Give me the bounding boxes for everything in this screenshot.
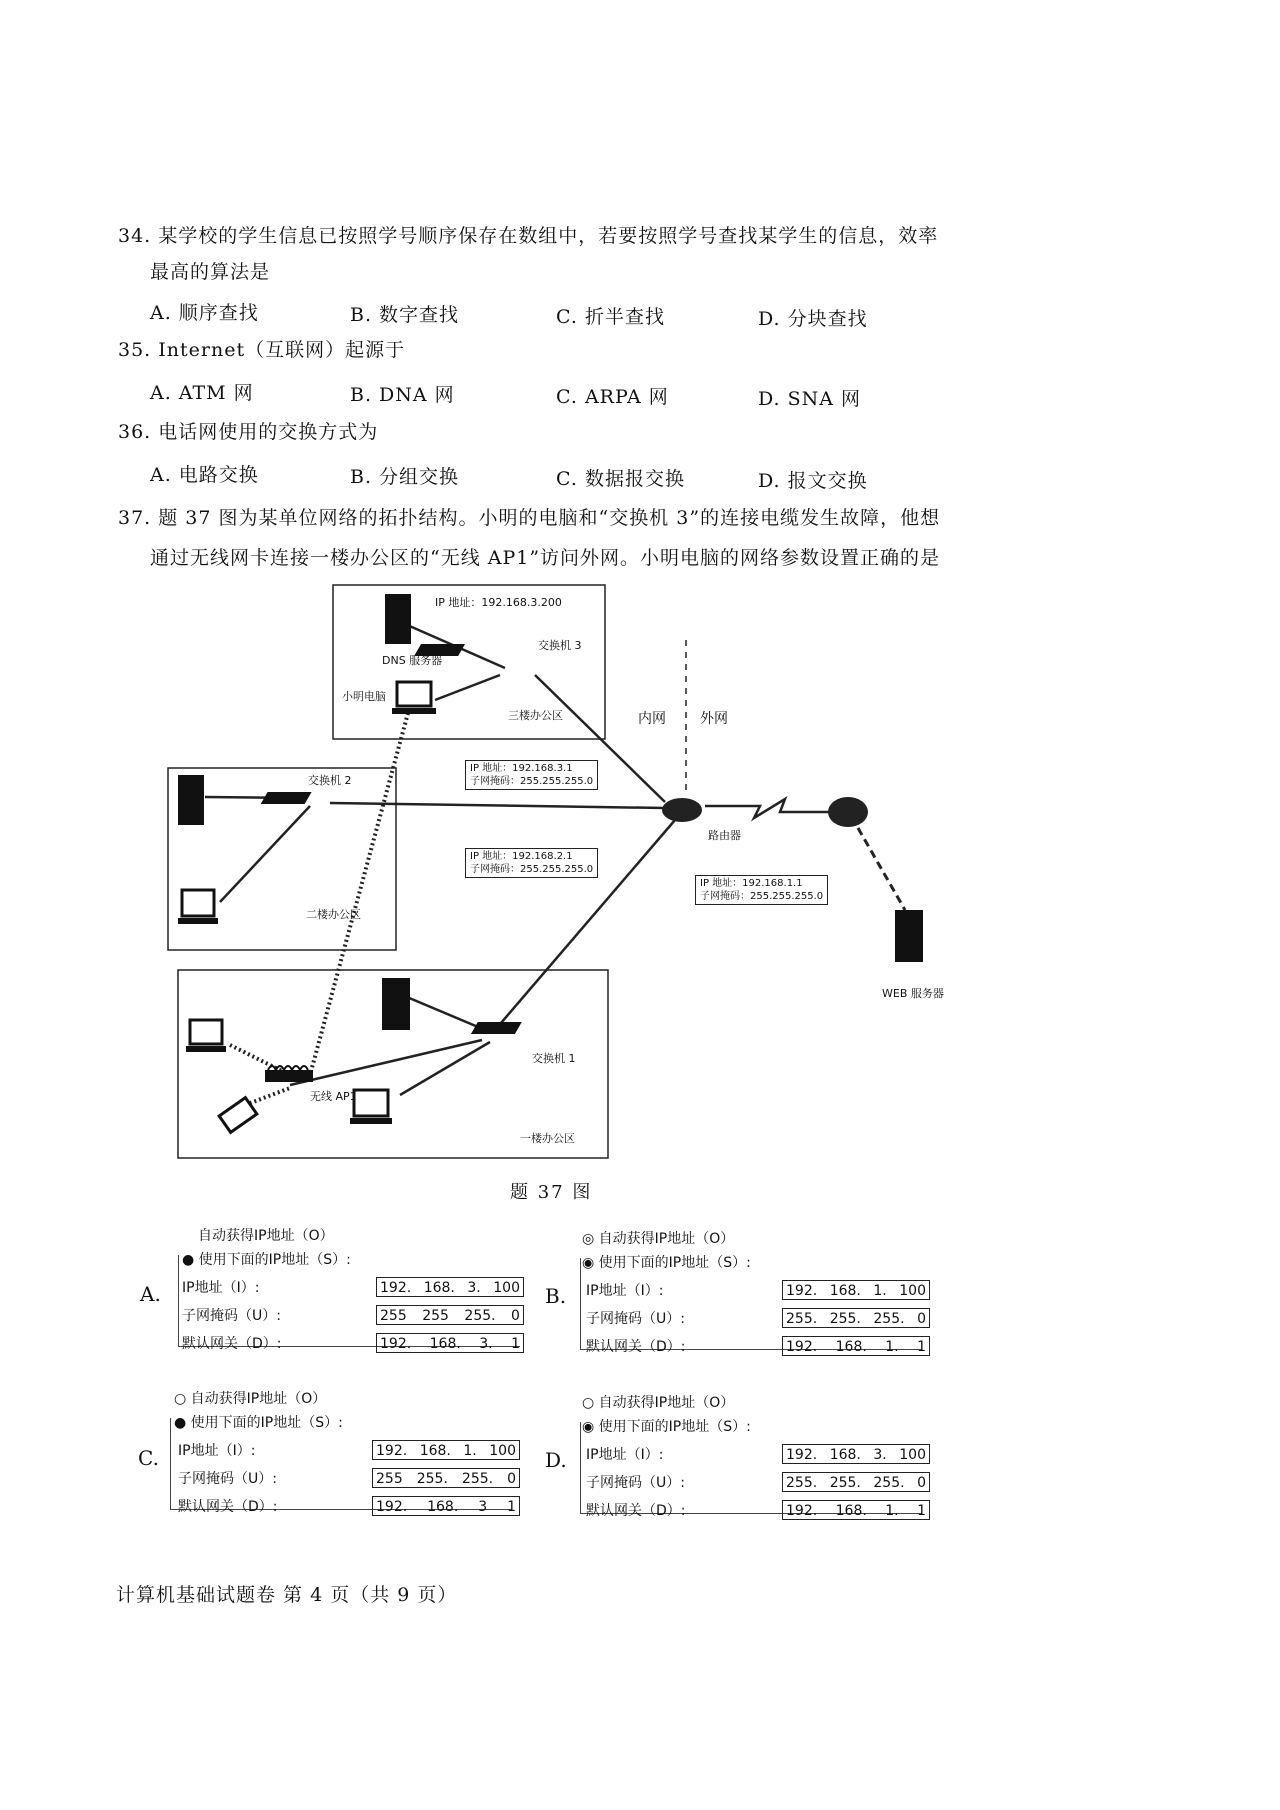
figure-caption: 题 37 图	[510, 1182, 593, 1203]
option-d-letter: D.	[545, 1448, 567, 1472]
router-mask-2: 子网掩码：255.255.255.0	[470, 864, 594, 875]
switch1-label: 交换机 1	[532, 1052, 576, 1065]
auto-ip-radio-label: ◎ 自动获得IP地址（O）	[582, 1231, 735, 1247]
router-ip-2: IP 地址：192.168.2.1	[470, 851, 573, 862]
option-a-letter: A.	[140, 1282, 161, 1306]
xiaoming-pc-icon	[397, 682, 431, 706]
q34-line1: 34. 某学校的学生信息已按照学号顺序保存在数组中，若要按照学号查找某学生的信息，效率	[118, 225, 939, 247]
option-b-panel	[570, 1228, 926, 1355]
gateway-field: 192. 168. 3 1	[372, 1496, 520, 1516]
gateway-label: 默认网关（D）:	[586, 1339, 686, 1355]
router-label: 路由器	[708, 829, 741, 842]
ip-field: 192. 168. 1. 100	[372, 1440, 520, 1460]
q36-line1: 36. 电话网使用的交换方式为	[118, 421, 379, 443]
ip-label: IP地址（I）:	[586, 1283, 664, 1299]
floor1-pc-icon	[190, 1020, 222, 1044]
manual-ip-radio-label: ◉ 使用下面的IP地址（S）:	[582, 1419, 751, 1435]
q35-option-b: B. DNA 网	[350, 384, 455, 406]
q34-line2: 最高的算法是	[150, 261, 271, 283]
q34-option-b: B. 数字查找	[350, 304, 460, 326]
floor2-server-icon	[178, 775, 204, 825]
floor1-server-icon	[382, 978, 410, 1030]
web-server-label: WEB 服务器	[882, 987, 944, 1000]
mask-label: 子网掩码（U）:	[586, 1311, 685, 1327]
dns-server-icon	[385, 594, 411, 644]
manual-ip-radio-label: ● 使用下面的IP地址（S）:	[174, 1415, 343, 1431]
internet-router-icon	[828, 797, 868, 827]
option-c-panel	[160, 1388, 516, 1515]
xiaoming-pc-label: 小明电脑	[342, 690, 386, 703]
floor1-pc2-icon	[354, 1090, 388, 1116]
router-mask-3: 子网掩码：255.255.255.0	[470, 776, 594, 787]
ip-label: IP地址（I）:	[182, 1280, 260, 1296]
switch3-label: 交换机 3	[538, 639, 582, 652]
switch1-icon	[471, 1022, 522, 1034]
gateway-field: 192. 168. 3. 1	[376, 1333, 524, 1353]
router-mask-1: 子网掩码：255.255.255.0	[700, 891, 824, 902]
q37-line2: 通过无线网卡连接一楼办公区的“无线 AP1”访问外网。小明电脑的网络参数设置正确的是	[150, 547, 941, 569]
router-ip-box-3	[465, 760, 598, 790]
q36-option-c: C. 数据报交换	[556, 468, 685, 490]
gateway-label: 默认网关（D）:	[586, 1503, 686, 1519]
q35-option-d: D. SNA 网	[758, 388, 862, 410]
floor3-area-label: 三楼办公区	[508, 709, 563, 722]
mask-field: 255 255 255. 0	[376, 1305, 524, 1325]
outer-network-label: 外网	[700, 711, 728, 727]
dns-ip-label: IP 地址：192.168.3.200	[435, 596, 562, 609]
router-ip-3: IP 地址：192.168.3.1	[470, 763, 573, 774]
option-d-panel	[570, 1392, 926, 1519]
auto-ip-radio-label: ○ 自动获得IP地址（O）	[174, 1391, 327, 1407]
gateway-label: 默认网关（D）:	[178, 1499, 278, 1515]
gateway-field: 192. 168. 1. 1	[782, 1336, 930, 1356]
manual-ip-radio-label: ◉ 使用下面的IP地址（S）:	[582, 1255, 751, 1271]
option-a-panel	[168, 1225, 520, 1352]
ip-label: IP地址（I）:	[586, 1447, 664, 1463]
q36-option-a: A. 电路交换	[150, 464, 259, 486]
q36-option-d: D. 报文交换	[758, 470, 868, 492]
ip-field: 192. 168. 1. 100	[782, 1280, 930, 1300]
network-topology-diagram	[160, 580, 960, 1170]
switch2-icon	[261, 792, 312, 804]
web-server-icon	[895, 910, 923, 962]
ip-label: IP地址（I）:	[178, 1443, 256, 1459]
auto-ip-radio-label: 自动获得IP地址（O）	[198, 1228, 334, 1244]
q35-option-a: A. ATM 网	[150, 382, 254, 404]
floor1-area-label: 一楼办公区	[520, 1132, 575, 1145]
mask-field: 255. 255. 255. 0	[782, 1472, 930, 1492]
ip-field: 192. 168. 3. 100	[782, 1444, 930, 1464]
router-ip-1: IP 地址：192.168.1.1	[700, 878, 803, 889]
q34-option-d: D. 分块查找	[758, 308, 868, 330]
wireless-ap-label: 无线 AP1	[310, 1090, 357, 1103]
switch2-label: 交换机 2	[308, 774, 352, 787]
option-c-letter: C.	[138, 1446, 159, 1470]
inner-network-label: 内网	[638, 711, 666, 727]
wireless-ap-icon	[265, 1070, 313, 1082]
router-ip-box-1	[695, 875, 828, 905]
mask-label: 子网掩码（U）:	[182, 1308, 281, 1324]
auto-ip-radio-label: ○ 自动获得IP地址（O）	[582, 1395, 735, 1411]
option-b-letter: B.	[545, 1284, 567, 1308]
q37-line1: 37. 题 37 图为某单位网络的拓扑结构。小明的电脑和“交换机 3”的连接电缆发生故障，他想	[118, 507, 941, 529]
gateway-field: 192. 168. 1. 1	[782, 1500, 930, 1520]
mask-field: 255 255. 255. 0	[372, 1468, 520, 1488]
mask-label: 子网掩码（U）:	[178, 1471, 277, 1487]
q35-line1: 35. Internet（互联网）起源于	[118, 339, 406, 361]
router-ip-box-2	[465, 848, 598, 878]
dns-server-label: DNS 服务器	[382, 654, 443, 667]
page-footer: 计算机基础试题卷 第 4 页（共 9 页）	[116, 1584, 458, 1606]
router-icon	[662, 798, 702, 822]
manual-ip-radio-label: ● 使用下面的IP地址（S）:	[182, 1252, 351, 1268]
mask-label: 子网掩码（U）:	[586, 1475, 685, 1491]
q34-option-c: C. 折半查找	[556, 306, 665, 328]
gateway-label: 默认网关（D）:	[182, 1336, 282, 1352]
q34-option-a: A. 顺序查找	[150, 302, 259, 324]
q36-option-b: B. 分组交换	[350, 466, 460, 488]
ip-field: 192. 168. 3. 100	[376, 1277, 524, 1297]
floor2-area-label: 二楼办公区	[306, 908, 361, 921]
floor2-pc-icon	[182, 890, 214, 916]
mask-field: 255. 255. 255. 0	[782, 1308, 930, 1328]
q35-option-c: C. ARPA 网	[556, 386, 669, 408]
